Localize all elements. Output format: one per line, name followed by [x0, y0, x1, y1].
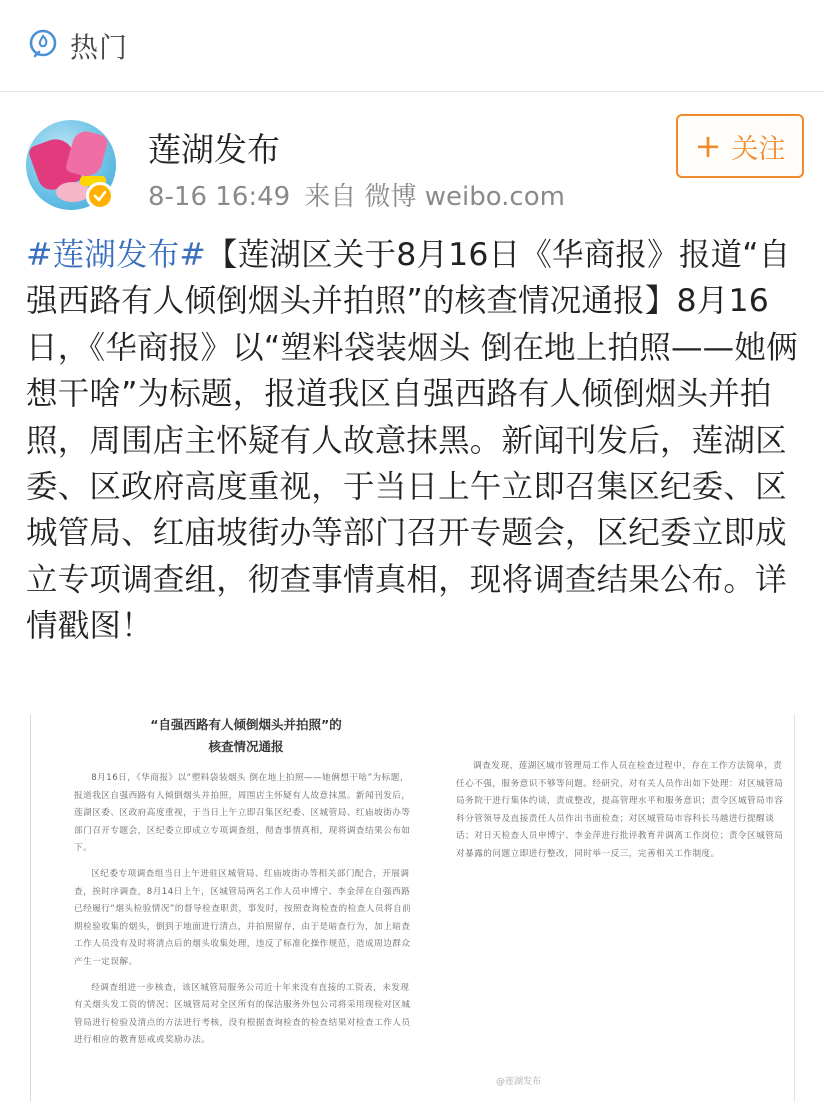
document-right-column: [456, 758, 786, 864]
document-title-line1: “自强西路有人倾倒烟头并拍照”的: [150, 717, 342, 732]
hashtag-link[interactable]: #莲湖发布#: [26, 237, 206, 273]
document-paragraph: 经调查组进一步核查，该区城管局服务公司近十年来没有直接的工资表，未发现有关烟头发工资的情况；区城管局对全区所有的保洁服务外包公司将采用现检对区城管局进行检验及清点的方法进行考核，没有根据查询检查的检查结果对检查工作人员进行相应的教育惩戒或奖励办法。: [74, 982, 411, 1046]
post-time: 8-16 16:49: [148, 182, 291, 212]
post-meta: [148, 176, 579, 213]
plus-icon: +: [694, 127, 722, 165]
document-paragraph: 调查发现，莲湖区城市管理局工作人员在检查过程中，存在工作方法简单，责任心不强，服务意识不够等问题。经研究，对有关人员作出如下处理：对区城管局局务院干进行集体约谈，责成整改，提高管理水平和服务意识；责令区城管局市容科分管领导及直接责任人员作出书面检查；对区城管局市容科长马越进行提醒谈话；对日天检查人员申博宁、李金萍进行批评教育并调离工作岗位；责令区城管局对暴露的问题立即进行整改，同时举一反三，完善相关工作制度。: [456, 761, 784, 859]
post-body: 【莲湖区关于8月16日《华商报》报道“自强西路有人倾倒烟头并拍照”的核查情况通报】8月16日，《华商报》以“塑料袋装烟头 倒在地上拍照——她俩想干啥”为标题，报道我区自强西路有人倾倒烟头并拍照，周围店主怀疑有人故意抹黑。新闻刊发后，莲湖区委、区政府高度重视，于当日上午立即召集区纪委、区城管局、红庙坡街办等部门召开专题会，区纪委立即成立专项调查组，彻查事情真相，现将调查结果公布。详情戳图！: [26, 237, 798, 645]
follow-button[interactable]: [676, 114, 804, 178]
page-edge-left: [30, 714, 31, 1102]
hot-label[interactable]: 热门: [70, 31, 129, 64]
page-edge-right: [794, 714, 795, 1102]
document-title-line2: 核查情况通报: [208, 739, 284, 754]
top-bar: [0, 0, 824, 92]
document-title: [96, 714, 396, 758]
author-name[interactable]: 莲湖发布: [148, 130, 280, 169]
verified-badge-icon: [86, 182, 114, 210]
document-left-column: [74, 770, 418, 1058]
image-watermark: @莲湖发布: [496, 1077, 542, 1087]
post-source: 来自 微博 weibo.com: [304, 182, 565, 212]
attached-document-image[interactable]: [26, 714, 798, 1102]
follow-label: 关注: [731, 133, 786, 165]
post-text: [26, 232, 804, 650]
document-paragraph: 8月16日，《华商报》以“塑料袋装烟头 倒在地上拍照——她俩想干啥”为标题，报道我区自强西路有人倾倒烟头并拍照，周围店主怀疑有人故意抹黑。新闻刊发后，莲湖区委、区政府高度重视，于当日上午立即召集区纪委、区城管局、红庙坡街办等部门召开专题会，区纪委立即成立专项调查组，彻查事情真相，现将调查结果公布如下。: [74, 773, 411, 854]
hot-location-icon[interactable]: [26, 28, 60, 62]
document-paragraph: 区纪委专项调查组当日上午进驻区城管局、红庙坡街办等相关部门配合，开展调查，挨时序调查，8月14日上午，区城管局两名工作人员申博宁、李金萍在自强西路已经履行“烟头检验情况”的督导检查职责，事发时，按照查询检查的检查人员将自前期检验收集的烟头，倒到于地面进行清点，并拍照留存，由于是暗查行为，加上暗查工作人员没有及时将清点后的烟头收集处理，违反了标准化操作规范，造成周边群众产生一定误解。: [74, 868, 412, 967]
